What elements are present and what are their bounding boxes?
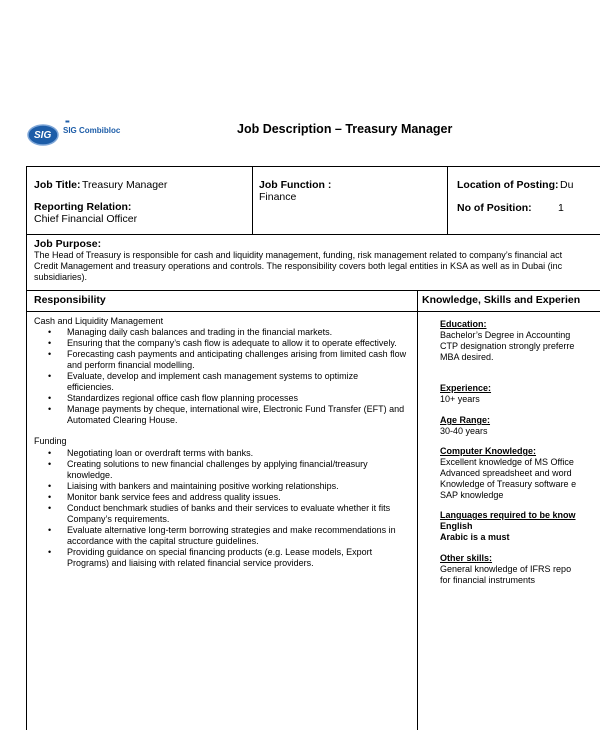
bullet-icon: • [48,547,52,557]
age-range-value: 30-40 years [440,426,488,436]
list-item-text: Negotiating loan or overdraft terms with banks. [67,448,254,458]
education-line: MBA desired. [440,352,494,362]
computer-knowledge-line: Excellent knowledge of MS Office [440,457,574,467]
knowledge-column-header: Knowledge, Skills and Experien [422,294,581,306]
cash-section-heading: Cash and Liquidity Management [34,316,164,326]
list-item-text: accordance with the capital structure guidelines. [67,536,259,546]
bullet-icon: • [48,404,52,414]
document-title: Job Description – Treasury Manager [237,122,453,136]
bullet-icon: • [48,371,52,381]
bullet-icon: • [48,448,52,458]
positions-value: 1 [558,202,564,214]
computer-knowledge-line: Knowledge of Treasury software e [440,479,577,489]
list-item-text: Forecasting cash payments and anticipating challenges arising from limited cash flow [67,349,407,359]
education-label: Education: [440,319,487,329]
list-item-text: Monitor bank service fees and address quality issues. [67,492,281,502]
logo-name: SIG Combibloc [63,126,121,135]
other-skills-line: for financial instruments [440,575,536,585]
job-function-label: Job Function : [259,179,332,191]
education-line: CTP designation strongly preferre [440,341,575,351]
logo-marks: ▪▪ [65,117,69,126]
education-line: Bachelor’s Degree in Accounting [440,330,571,340]
list-item-text: Providing guidance on special financing products (e.g. Lease models, Export [67,547,373,557]
bullet-icon: • [48,503,52,513]
bullet-icon: • [48,327,52,337]
experience-label: Experience: [440,383,492,393]
other-skills-line: General knowledge of IFRS repo [440,564,572,574]
logo-badge-text: SIG [34,130,52,141]
bullet-icon: • [48,525,52,535]
header-divider-1 [252,167,253,235]
list-item-text: knowledge. [67,470,113,480]
experience-value: 10+ years [440,394,480,404]
header-divider-2 [447,167,448,235]
age-range-label: Age Range: [440,415,491,425]
list-item-text: Liaising with bankers and maintaining positive working relationships. [67,481,339,491]
job-title-label: Job Title: [34,179,81,191]
location-label: Location of Posting: [457,179,559,191]
computer-knowledge-line: Advanced spreadsheet and word [440,468,572,478]
language-english: English [440,521,473,531]
funding-section-heading: Funding [34,436,67,446]
language-arabic: Arabic is a must [440,532,510,542]
bullet-icon: • [48,349,52,359]
reporting-value: Chief Financial Officer [34,213,138,225]
computer-knowledge-line: SAP knowledge [440,490,504,500]
list-item-text: Conduct benchmark studies of banks and their services to evaluate whether it fits [67,503,391,513]
reporting-label: Reporting Relation: [34,201,132,213]
other-skills-label: Other skills: [440,553,493,563]
bullet-icon: • [48,481,52,491]
job-purpose-line: Credit Management and treasury operations and controls. The responsibility covers both legal entities in KSA as well as in Dubai (inc [34,261,563,271]
column-divider [417,291,418,730]
positions-label: No of Position: [457,202,532,214]
location-value: Du [560,179,574,191]
job-purpose-label: Job Purpose: [34,238,102,250]
list-item-text: Evaluate alternative long-term borrowing strategies and make recommendations in [67,525,396,535]
list-item-text: Company’s requirements. [67,514,170,524]
company-logo [27,117,167,153]
list-item-text: and perform financial modelling. [67,360,195,370]
computer-knowledge-label: Computer Knowledge: [440,446,536,456]
job-purpose-line: The Head of Treasury is responsible for cash and liquidity management, funding, risk management related to company’s financial act [34,250,563,260]
list-item-text: Programs) and liaising with related financial service providers. [67,558,314,568]
job-purpose-line: subsidiaries). [34,272,88,282]
list-item-text: efficiencies. [67,382,114,392]
list-item-text: Managing daily cash balances and trading in the financial markets. [67,327,333,337]
list-item-text: Standardizes regional office cash flow planning processes [67,393,298,403]
job-title-value: Treasury Manager [82,179,168,191]
bullet-icon: • [48,393,52,403]
header-table [26,166,600,235]
list-item-text: Creating solutions to new financial challenges by applying financial/treasury [67,459,368,469]
job-purpose-section [26,234,600,291]
bullet-icon: • [48,459,52,469]
bullet-icon: • [48,492,52,502]
list-item-text: Evaluate, develop and implement cash management systems to optimize [67,371,359,381]
header-row-divider [27,311,600,312]
responsibilities-table [26,290,600,730]
responsibility-column-header: Responsibility [34,294,106,306]
languages-label: Languages required to be know [440,510,576,520]
bullet-icon: • [48,338,52,348]
list-item-text: Manage payments by cheque, international wire, Electronic Fund Transfer (EFT) and [67,404,405,414]
list-item-text: Ensuring that the company’s cash flow is adequate to allow it to operate effectively. [67,338,397,348]
job-function-value: Finance [259,191,297,203]
list-item-text: Automated Clearing House. [67,415,178,425]
